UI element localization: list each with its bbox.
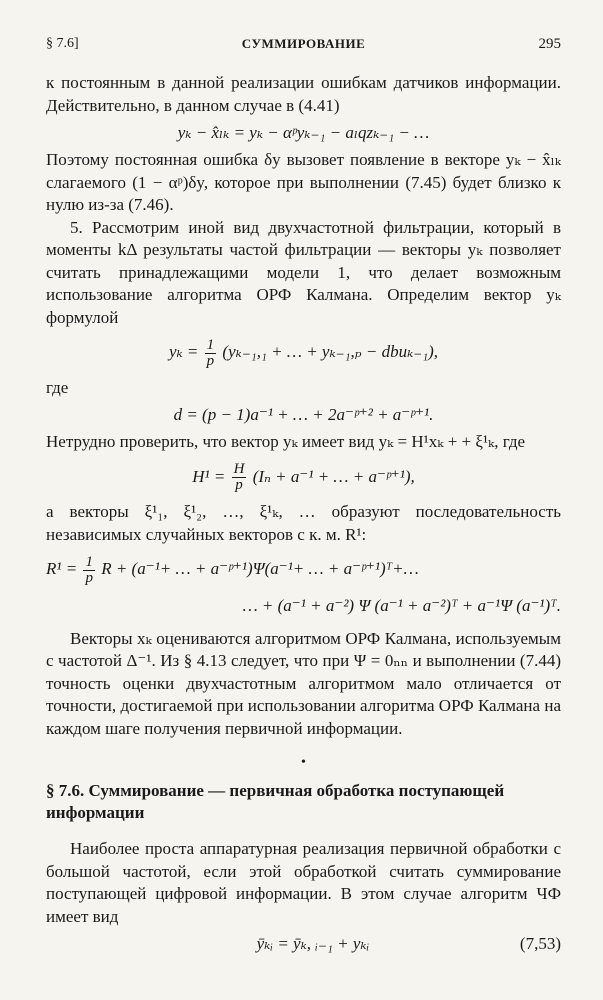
- paragraph-3: 5. Рассмотрим иной вид двухчастотной фильтрации, который в моменты kΔ результаты частой фильтрации — векторы yₖ позволяет считать принадлежащими модели 1, что делает возможным использование алгоритма ОРФ Калмана. Определим вектор yₖ формулой: [46, 217, 561, 327]
- paragraph-1: к постоянным в данной реализации ошибкам датчиков информации. Действительно, в данном случае в (4.41): [46, 73, 561, 115]
- section-heading: § 7.6. Суммирование — первичная обработка поступающей информации: [46, 781, 505, 823]
- paragraph-4: Нетрудно проверить, что вектор yₖ имеет вид yₖ = H¹xₖ + + ξ¹ₖ, где: [46, 432, 526, 452]
- formula-4-fraction: [232, 462, 247, 493]
- formula-6-number: (7,53): [519, 934, 561, 954]
- formula-2-left: yₖ =: [168, 342, 199, 361]
- header-section: § 7.6]: [46, 36, 79, 51]
- formula-2-fraction: [205, 338, 217, 369]
- formula-4-right: (Iₙ + a⁻¹ + … + a⁻ᵖ⁺¹),: [252, 466, 415, 486]
- section-separator-dot: •: [301, 755, 306, 771]
- header-title: СУММИРОВАНИЕ: [241, 36, 366, 51]
- formula-3: d = (p − 1)a⁻¹ + … + 2a⁻ᵖ⁺² + a⁻ᵖ⁺¹.: [173, 405, 434, 425]
- formula-5a-right: R + (a⁻¹+ … + a⁻ᵖ⁺¹)Ψ(a⁻¹+ … + a⁻ᵖ⁺¹)ᵀ+…: [101, 559, 419, 579]
- formula-2: [46, 337, 561, 369]
- formula-4: [46, 462, 561, 494]
- book-page: [46, 36, 561, 960]
- formula-5b: … + (a⁻¹ + a⁻²) Ψ (a⁻¹ + a⁻²)ᵀ + a⁻¹Ψ (a⁻¹)ᵀ.: [242, 595, 561, 615]
- paragraph-6: Векторы xₖ оцениваются алгоритмом ОРФ Калмана, используемым с частотой Δ⁻¹. Из § 4.13 следует, что при Ψ = 0ₙₙ и выполнении (7.44) точность оценки двухчастотным алгоритмом мало отличается от точности, достигаемой при использовании алгоритма ОРФ Калмана на каждом шаге получения первичной информации.: [46, 628, 561, 738]
- formula-5a: [46, 554, 561, 586]
- formula-5a-left: R¹ =: [46, 559, 78, 579]
- formula-6: [46, 932, 561, 956]
- formula-5a-denominator: p: [85, 569, 93, 586]
- formula-4-denominator: p: [235, 477, 243, 494]
- formula-5a-numerator: 1: [85, 553, 93, 570]
- formula-2-right: (yₖ₋₁,₁ + … + yₖ₋₁,ₚ − dbuₖ₋₁),: [222, 342, 439, 361]
- formula-4-left: H¹ =: [192, 466, 226, 486]
- page-number: 295: [538, 36, 561, 52]
- formula-2-numerator: 1: [206, 336, 215, 353]
- formula-2-denominator: p: [206, 352, 215, 369]
- paragraph-2: Поэтому постоянная ошибка δy вызовет появление в векторе yₖ − x̂ₗₖ слагаемого (1 − αᵖ)δy, которое при выполнении (7.45) будет близко к нулю из-за (7.46).: [46, 150, 561, 214]
- formula-1: yₖ − x̂ₗₖ = yₖ − αᵖyₖ₋₁ − aₗqzₖ₋₁ − …: [177, 123, 430, 142]
- paragraph-5: а векторы ξ¹₁, ξ¹₂, …, ξ¹ₖ, … образуют последовательность независимых случайных векторов с к. м. R¹:: [46, 502, 561, 544]
- where-1: где: [46, 377, 69, 397]
- running-header: [46, 36, 561, 60]
- paragraph-7: Наиболее проста аппаратурная реализация первичной обработки с большой частотой, если этой обработкой считать суммирование поступающей цифровой информации. В этом случае алгоритм ЧФ имеет вид: [46, 839, 561, 926]
- formula-5a-fraction: [83, 555, 95, 586]
- formula-6-equation: ȳₖᵢ = ȳₖ, ᵢ₋₁ + yₖᵢ: [256, 934, 370, 954]
- formula-4-numerator: H: [233, 461, 245, 478]
